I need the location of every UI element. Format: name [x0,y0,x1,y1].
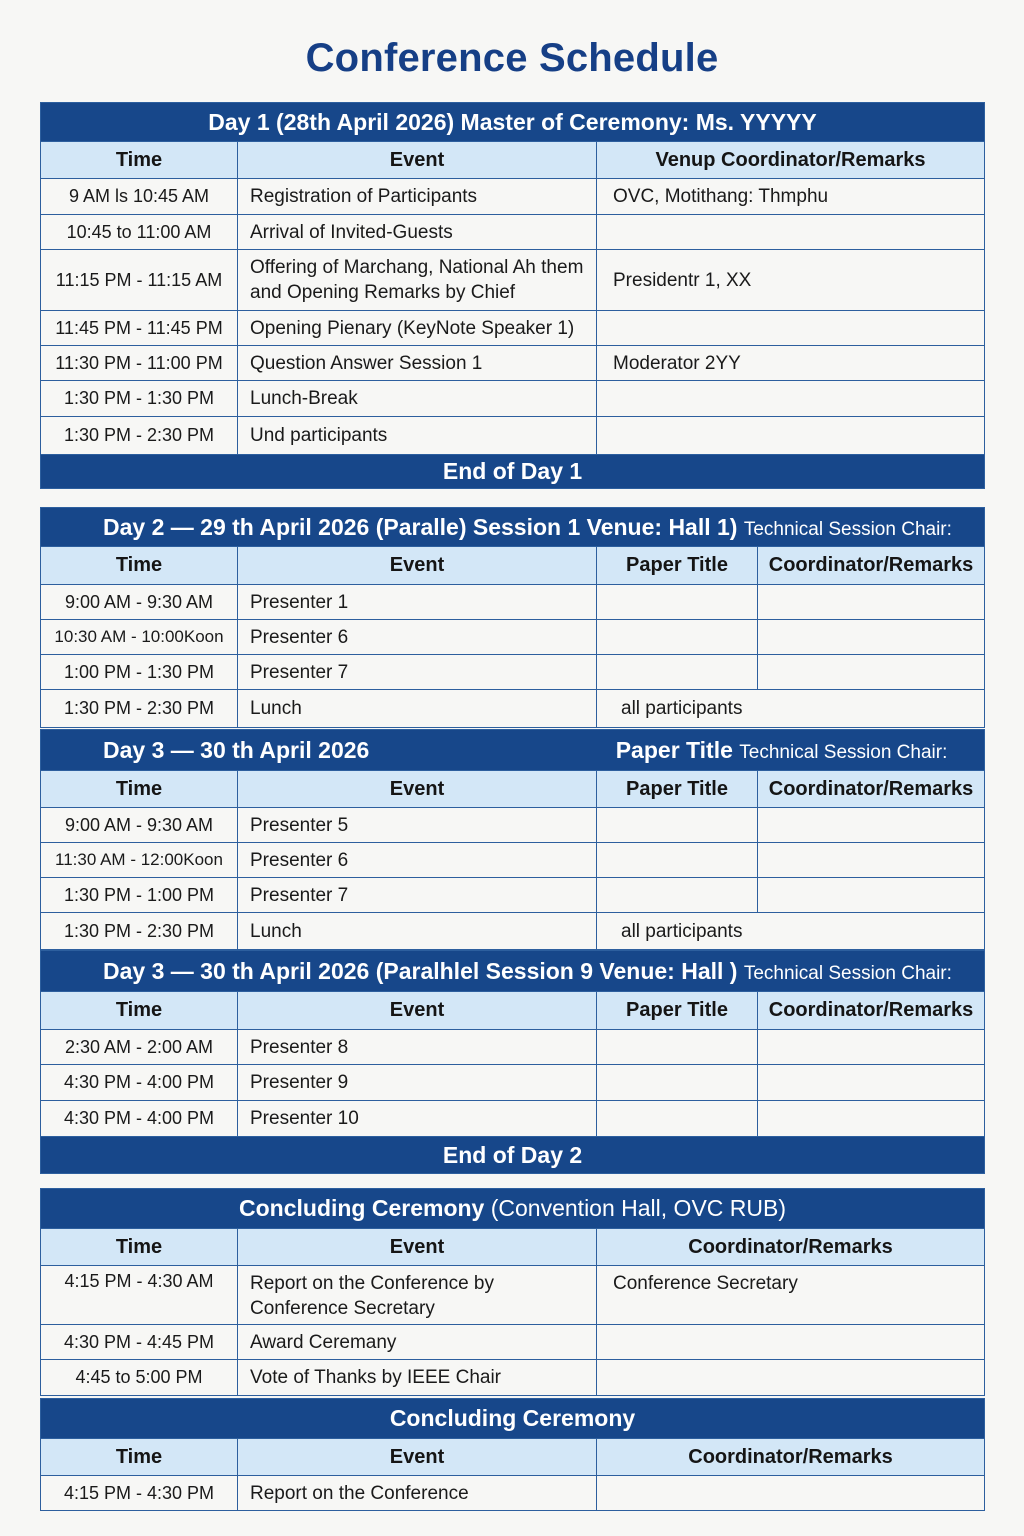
table-row [41,346,985,381]
concluding2-table [40,1398,985,1511]
row-event: Presenter 8 [238,1030,597,1065]
row-time: 4:45 to 5:00 PM [41,1360,238,1396]
row-remarks [597,1325,985,1360]
row-paper [597,808,758,843]
event-header: Event [238,547,597,585]
row-event: Lunch [238,690,597,728]
remarks-header: Coordinator/Remarks [597,1229,985,1266]
row-time: 4:30 PM - 4:00 PM [41,1101,238,1137]
row-paper [597,655,758,690]
row-event: Presenter 6 [238,620,597,655]
table-row [41,843,985,878]
row-event: Presenter 9 [238,1065,597,1101]
table-row [41,250,985,311]
event-header: Event [238,1439,597,1476]
row-event: Lunch-Break [238,381,597,417]
row-time: 1:00 PM - 1:30 PM [41,655,238,690]
row-paper [597,1065,758,1101]
row-time: 10:30 AM - 10:00Koon [41,620,238,655]
table-row [41,808,985,843]
row-remarks [758,843,985,878]
event-header: Event [238,1229,597,1266]
row-time: 11:30 PM - 11:00 PM [41,346,238,381]
paper-header: Paper Title [597,992,758,1030]
row-remarks [597,1476,985,1511]
row-event: Lunch [238,913,597,950]
row-event: Award Ceremany [238,1325,597,1360]
row-event: Presenter 10 [238,1101,597,1137]
day3b-banner [41,951,985,992]
remarks-header: Coordinator/Remarks [597,1439,985,1476]
row-time: 1:30 PM - 2:30 PM [41,690,238,728]
time-header: Time [41,1439,238,1476]
row-paper [597,1101,758,1137]
remarks-header: Coordinator/Remarks [758,771,985,808]
row-time: 1:30 PM - 2:30 PM [41,417,238,455]
table-row [41,1360,985,1396]
row-note: all participants [597,690,985,728]
row-remarks [597,215,985,250]
page-title: Conference Schedule [305,36,719,80]
concluding2-banner: Concluding Ceremony [41,1399,985,1439]
time-header: Time [41,547,238,585]
time-header: Time [41,142,238,179]
time-header: Time [41,992,238,1030]
row-event: Presenter 6 [238,843,597,878]
row-event: Offering of Marchang, National Ah them and Opening Remarks by Chief [238,250,597,311]
day3b-table [40,950,985,1174]
table-row [41,311,985,346]
row-time: 1:30 PM - 1:00 PM [41,878,238,913]
row-remarks: Moderator 2YY [597,346,985,381]
table-row [41,1266,985,1325]
row-paper [597,1030,758,1065]
day2-banner-title: Day 2 — 29 th April 2026 (Paralle) Session 1 Venue: Hall 1) [103,513,738,540]
concluding-banner-title: Concluding Ceremony [239,1195,485,1221]
row-remarks [758,808,985,843]
row-remarks: OVC, Motithang: Thmphu [597,179,985,215]
day2-banner [41,508,985,547]
row-event: Presenter 1 [238,585,597,620]
row-remarks [758,585,985,620]
day3a-banner-paper: Paper Title [615,736,733,763]
row-event: Presenter 7 [238,878,597,913]
row-remarks [758,1030,985,1065]
table-row [41,1101,985,1137]
row-time: 9:00 AM - 9:30 AM [41,808,238,843]
paper-header: Paper Title [597,771,758,808]
row-event: Presenter 5 [238,808,597,843]
table-row [41,585,985,620]
row-paper [597,620,758,655]
row-event: Opening Pienary (KeyNote Speaker 1) [238,311,597,346]
table-row [41,1325,985,1360]
row-event: Report on the Conference [238,1476,597,1511]
concluding-banner [41,1189,985,1229]
table-row [41,913,985,950]
row-time: 9:00 AM - 9:30 AM [41,585,238,620]
day3b-session-chair: Technical Session Chair: [743,962,952,984]
row-paper [597,843,758,878]
row-event: Question Answer Session 1 [238,346,597,381]
day3a-table [40,729,985,950]
remarks-header: Venup Coordinator/Remarks [597,142,985,179]
row-remarks [758,620,985,655]
row-event: Report on the Conference by Conference Secretary [238,1266,597,1325]
row-time: 4:15 PM - 4:30 PM [41,1476,238,1511]
day2-table [40,507,985,728]
row-time: 11:30 AM - 12:00Koon [41,843,238,878]
table-row [41,878,985,913]
row-time: 2:30 AM - 2:00 AM [41,1030,238,1065]
row-remarks [597,381,985,417]
row-time: 1:30 PM - 2:30 PM [41,913,238,950]
row-time: 11:45 PM - 11:45 PM [41,311,238,346]
row-remarks [758,1101,985,1137]
day3b-banner-title: Day 3 — 30 th April 2026 (Paralhlel Session 9 Venue: Hall ) [103,957,738,984]
table-row [41,690,985,728]
row-time: 9 AM ls 10:45 AM [41,179,238,215]
table-row [41,1030,985,1065]
time-header: Time [41,771,238,808]
row-note: all participants [597,913,985,950]
row-remarks [597,311,985,346]
row-time: 10:45 to 11:00 AM [41,215,238,250]
concluding-banner-venue: (Convention Hall, OVC RUB) [490,1195,787,1221]
table-row [41,1065,985,1101]
row-remarks [758,655,985,690]
concluding-table [40,1188,985,1396]
table-row [41,215,985,250]
table-row [41,417,985,455]
day3a-banner-title: Day 3 — 30 th April 2026 [103,736,370,763]
row-remarks [597,1360,985,1396]
row-time: 4:30 PM - 4:00 PM [41,1065,238,1101]
row-paper [597,878,758,913]
table-row [41,655,985,690]
row-event: Vote of Thanks by IEEE Chair [238,1360,597,1396]
event-header: Event [238,992,597,1030]
row-remarks: Presidentr 1, XX [597,250,985,311]
row-remarks: Conference Secretary [597,1266,985,1325]
row-time: 4:15 PM - 4:30 AM [41,1266,238,1325]
paper-header: Paper Title [597,547,758,585]
row-event: Registration of Participants [238,179,597,215]
row-time: 1:30 PM - 1:30 PM [41,381,238,417]
day1-banner: Day 1 (28th April 2026) Master of Ceremony: Ms. YYYYY [41,103,985,142]
day2-end-banner: End of Day 2 [41,1137,985,1174]
day3a-session-chair: Technical Session Chair: [739,741,948,763]
row-remarks [758,878,985,913]
day1-table [40,102,985,489]
row-time: 11:15 PM - 11:15 AM [41,250,238,311]
row-time: 4:30 PM - 4:45 PM [41,1325,238,1360]
remarks-header: Coordinator/Remarks [758,547,985,585]
row-remarks [597,417,985,455]
event-header: Event [238,771,597,808]
day2-session-chair: Technical Session Chair: [743,518,952,540]
table-row [41,381,985,417]
day1-end-banner: End of Day 1 [41,455,985,489]
row-event: Presenter 7 [238,655,597,690]
event-header: Event [238,142,597,179]
table-row [41,179,985,215]
row-event: Und participants [238,417,597,455]
table-row [41,1476,985,1511]
day3a-banner [41,730,985,771]
row-paper [597,585,758,620]
table-row [41,620,985,655]
time-header: Time [41,1229,238,1266]
row-event: Arrival of Invited-Guests [238,215,597,250]
row-remarks [758,1065,985,1101]
remarks-header: Coordinator/Remarks [758,992,985,1030]
